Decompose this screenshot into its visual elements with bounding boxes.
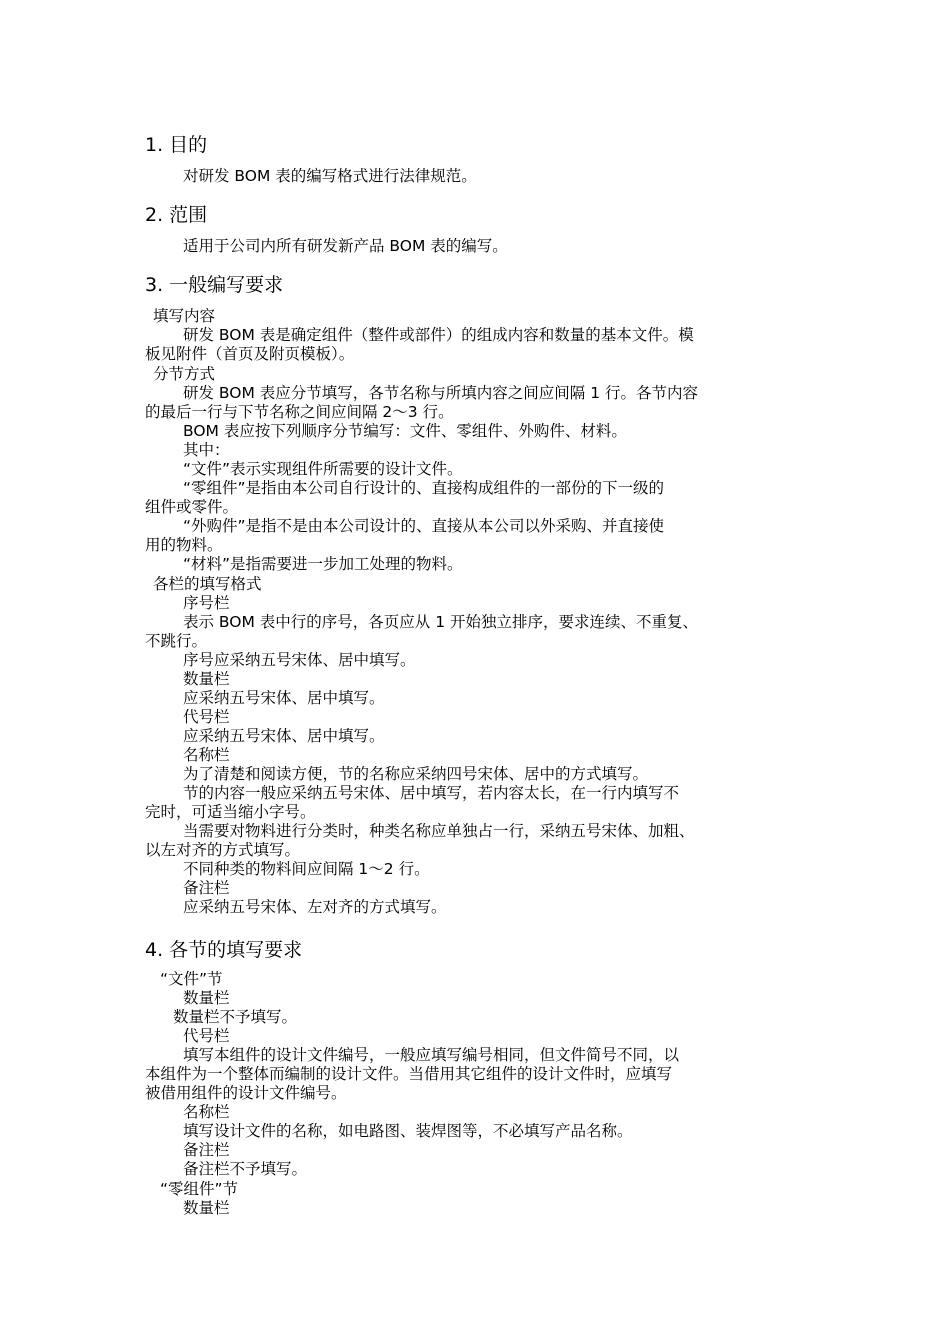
paragraph-line: 以左对齐的方式填写。 — [145, 841, 301, 859]
purpose-text: 对研发 BOM 表的编写格式进行法律规范。 — [183, 167, 477, 185]
paragraph-line: 的最后一行与下节名称之间应间隔 2～3 行。 — [145, 403, 454, 421]
heading-general-requirements: 3. 一般编写要求 — [145, 274, 284, 296]
paragraph-line: 应采纳五号宋体、居中填写。 — [183, 727, 385, 745]
paragraph-line: 不同种类的物料间应间隔 1～2 行。 — [183, 860, 430, 878]
paragraph-line: 为了清楚和阅读方便，节的名称应采纳四号宋体、居中的方式填写。 — [183, 765, 649, 783]
column-title-quantity: 数量栏 — [183, 670, 230, 688]
paragraph-line: “文件”表示实现组件所需要的设计文件。 — [183, 460, 463, 478]
subheading-fill-content: 填写内容 — [153, 307, 216, 325]
paragraph-line: 完时，可适当缩小字号。 — [145, 803, 316, 821]
paragraph-line: 其中： — [183, 441, 230, 459]
paragraph-line: 研发 BOM 表是确定组件（整件或部件）的组成内容和数量的基本文件。模 — [183, 326, 694, 344]
paragraph-line: 序号应采纳五号宋体、居中填写。 — [183, 651, 416, 669]
scope-text: 适用于公司内所有研发新产品 BOM 表的编写。 — [183, 237, 508, 255]
paragraph-line: “材料”是指需要进一步加工处理的物料。 — [183, 555, 463, 573]
column-title-code: 代号栏 — [183, 1027, 230, 1045]
paragraph-line: 被借用组件的设计文件编号。 — [145, 1084, 347, 1102]
paragraph-line: 填写本组件的设计文件编号，一般应填写编号相同，但文件简号不同，以 — [183, 1046, 680, 1064]
paragraph-line: 组件或零件。 — [145, 498, 239, 516]
paragraph-line: 数量栏不予填写。 — [173, 1008, 298, 1026]
column-title-quantity: 数量栏 — [183, 1199, 230, 1217]
column-title-quantity: 数量栏 — [183, 989, 230, 1007]
column-title-remark: 备注栏 — [183, 1141, 230, 1159]
paragraph-line: “外购件”是指不是由本公司设计的、直接从本公司以外采购、并直接使 — [183, 517, 665, 535]
column-title-code: 代号栏 — [183, 708, 230, 726]
paragraph-line: 不跳行。 — [145, 632, 208, 650]
column-title-sequence: 序号栏 — [183, 594, 230, 612]
heading-scope: 2. 范围 — [145, 204, 208, 226]
paragraph-line: 备注栏不予填写。 — [183, 1160, 308, 1178]
paragraph-line: 应采纳五号宋体、居中填写。 — [183, 689, 385, 707]
paragraph-line: 表示 BOM 表中行的序号，各页应从 1 开始独立排序，要求连续、不重复、 — [183, 613, 699, 631]
subheading-column-format: 各栏的填写格式 — [153, 575, 262, 593]
subheading-parts-section: “零组件”节 — [160, 1180, 239, 1198]
subheading-section-method: 分节方式 — [153, 365, 216, 383]
paragraph-line: 应采纳五号宋体、左对齐的方式填写。 — [183, 898, 447, 916]
column-title-remark: 备注栏 — [183, 879, 230, 897]
heading-purpose: 1. 目的 — [145, 134, 208, 156]
paragraph-line: 填写设计文件的名称，如电路图、装焊图等，不必填写产品名称。 — [183, 1122, 633, 1140]
paragraph-line: “零组件”是指由本公司自行设计的、直接构成组件的一部份的下一级的 — [183, 479, 665, 497]
paragraph-line: 研发 BOM 表应分节填写，各节名称与所填内容之间应间隔 1 行。各节内容 — [183, 384, 699, 402]
column-title-name: 名称栏 — [183, 1103, 230, 1121]
paragraph-line: 板见附件（首页及附页模板）。 — [145, 345, 355, 363]
paragraph-line: 用的物料。 — [145, 536, 223, 554]
paragraph-line: BOM 表应按下列顺序分节编写：文件、零组件、外购件、材料。 — [183, 422, 627, 440]
heading-section-requirements: 4. 各节的填写要求 — [145, 939, 303, 961]
paragraph-line: 节的内容一般应采纳五号宋体、居中填写，若内容太长，在一行内填写不 — [183, 784, 680, 802]
column-title-name: 名称栏 — [183, 746, 230, 764]
subheading-file-section: “文件”节 — [160, 970, 223, 988]
paragraph-line: 当需要对物料进行分类时，种类名称应单独占一行，采纳五号宋体、加粗、 — [183, 822, 695, 840]
paragraph-line: 本组件为一个整体而编制的设计文件。当借用其它组件的设计文件时，应填写 — [145, 1065, 673, 1083]
